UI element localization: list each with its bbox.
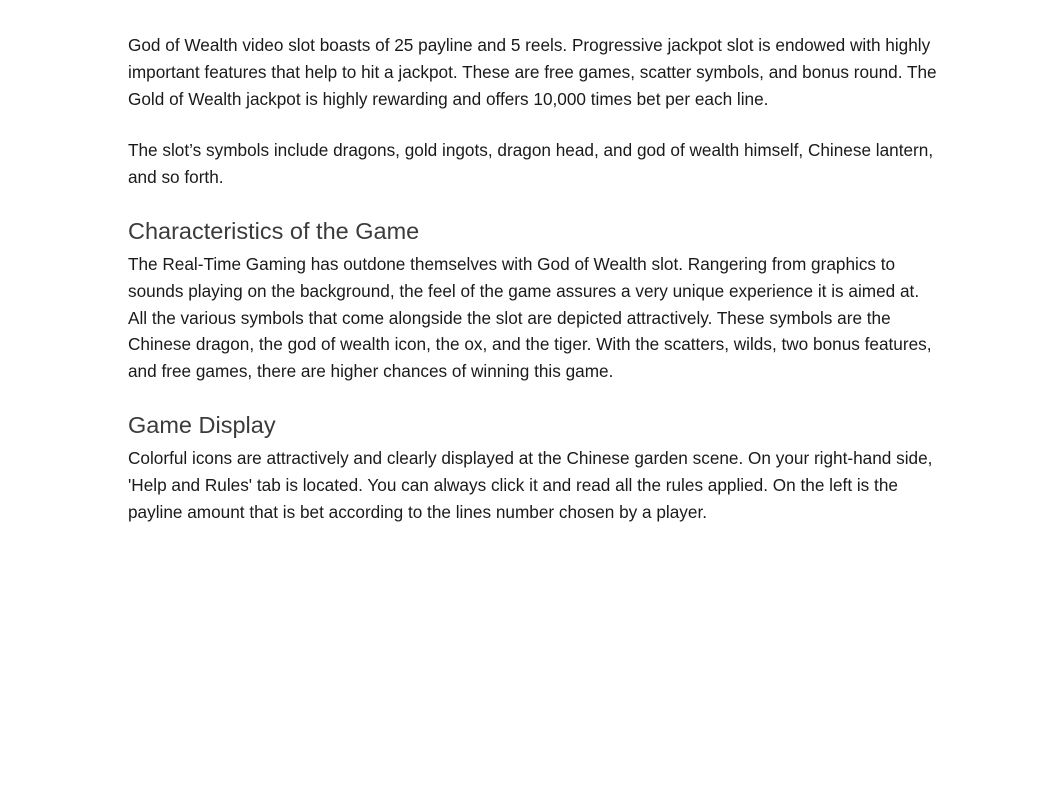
document-page [128,32,938,550]
game-display-heading: Game Display [128,411,276,438]
intro-paragraph: God of Wealth video slot boasts of 25 payline and 5 reels. Progressive jackpot slot is endowed with highly important features that help to hit a jackpot. These are free games, scatter symbols, and bonus round. The Gold of Wealth jackpot is highly rewarding and offers 10,000 times bet per each line. [128,35,937,109]
symbols-paragraph: The slot’s symbols include dragons, gold ingots, dragon head, and god of wealth himself, Chinese lantern, and so forth. [128,140,934,188]
characteristics-heading: Characteristics of the Game [128,217,420,244]
characteristics-paragraph: The Real-Time Gaming has outdone themselves with God of Wealth slot. Rangering from graphics to sounds playing on the background, the feel of the game assures a very unique experience it is aimed at. All the various symbols that come alongside the slot are depicted attractively. These symbols are the Chinese dragon, the god of wealth icon, the ox, and the tiger. With the scatters, wilds, two bonus features, and free games, there are higher chances of winning this game. [128,253,932,382]
game-display-paragraph: Colorful icons are attractively and clearly displayed at the Chinese garden scene. On your right-hand side, 'Help and Rules' tab is located. You can always click it and read all the rules applied. On the left is the payline amount that is bet according to the lines number chosen by a player. [128,447,933,522]
